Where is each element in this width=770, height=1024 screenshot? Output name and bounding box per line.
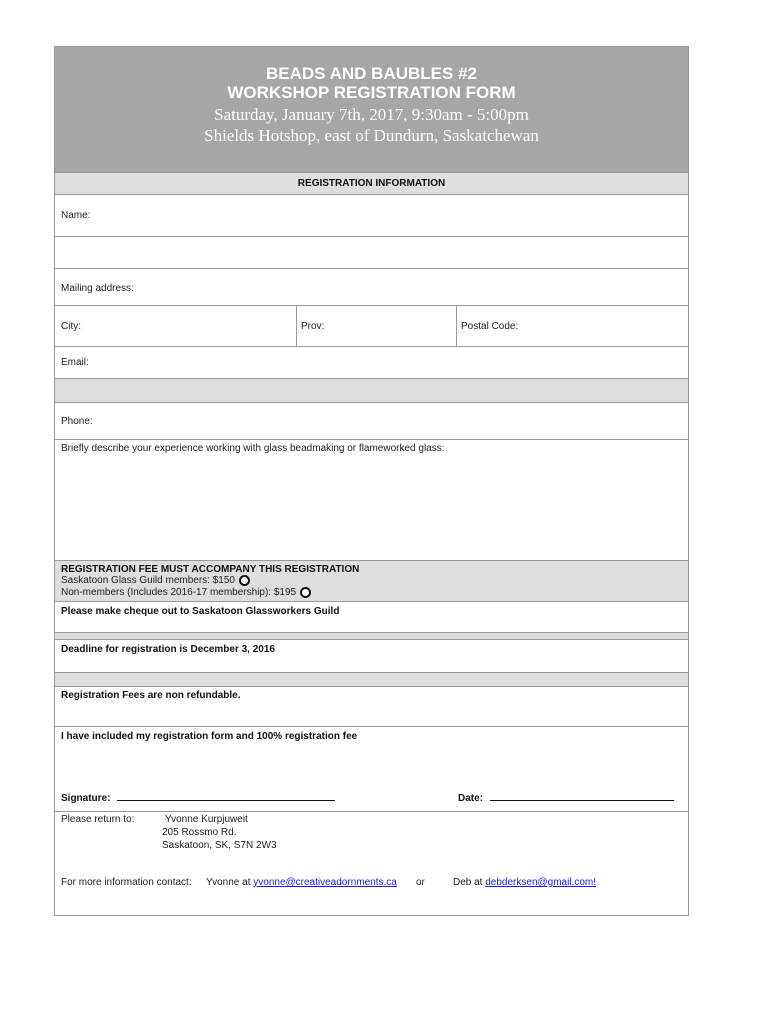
fee-section — [55, 560, 688, 601]
section-header — [55, 172, 688, 194]
email-label: Email: — [61, 357, 89, 368]
return-street: 205 Rossmo Rd. — [162, 827, 237, 838]
signature-field[interactable] — [61, 793, 335, 804]
return-label: Please return to: — [61, 814, 135, 825]
yvonne-email-link[interactable]: yvonne@creativeadornments.ca — [253, 877, 397, 888]
deadline-row — [55, 639, 688, 672]
mailing-address-label: Mailing address: — [61, 283, 134, 294]
city-label: City: — [61, 321, 81, 332]
deb-prefix: Deb at — [453, 877, 483, 888]
city-prov-postal-row — [55, 305, 688, 346]
date-label: Date: — [458, 793, 484, 804]
spacer-row — [55, 672, 688, 686]
deb-email-link[interactable]: debderksen@gmail.com! — [485, 877, 597, 888]
form-title: WORKSHOP REGISTRATION FORM — [227, 83, 516, 102]
mailing-address-field[interactable] — [55, 268, 688, 305]
date-line[interactable] — [490, 800, 674, 801]
email-field[interactable] — [55, 346, 688, 378]
cheque-row — [55, 601, 688, 632]
non-member-fee-radio[interactable] — [300, 587, 311, 598]
signature-line[interactable] — [117, 800, 335, 801]
cheque-instruction: Please make cheque out to Saskatoon Glassworkers Guild — [61, 606, 340, 617]
phone-field[interactable] — [55, 402, 688, 439]
form-header — [55, 47, 688, 172]
name-label: Name: — [61, 210, 91, 221]
experience-label: Briefly describe your experience working with glass beadmaking or flameworked glass: — [61, 443, 445, 454]
spacer-row — [55, 632, 688, 639]
spacer-row — [55, 378, 688, 402]
postal-code-label: Postal Code: — [461, 321, 519, 332]
contact-or: or — [416, 877, 425, 888]
date-field[interactable] — [458, 793, 674, 804]
member-fee-radio[interactable] — [239, 575, 250, 586]
event-location: Shields Hotshop, east of Dundurn, Saskatchewan — [204, 126, 539, 145]
event-date: Saturday, January 7th, 2017, 9:30am - 5:00pm — [214, 105, 529, 124]
confirmation-text: I have included my registration form and 100% registration fee — [61, 731, 358, 742]
deadline-text: Deadline for registration is December 3, 2016 — [61, 644, 275, 655]
non-member-fee-option — [61, 587, 311, 598]
section-title: REGISTRATION INFORMATION — [297, 178, 446, 189]
return-city: Saskatoon, SK, S7N 2W3 — [162, 840, 277, 851]
non-refundable-text: Registration Fees are non refundable. — [61, 690, 241, 701]
experience-field[interactable] — [55, 439, 688, 560]
fee-heading: REGISTRATION FEE MUST ACCOMPANY THIS REGISTRATION — [61, 564, 360, 575]
divider — [296, 306, 297, 346]
signature-section — [55, 726, 688, 811]
signature-label: Signature: — [61, 793, 111, 804]
name-field[interactable] — [55, 194, 688, 236]
phone-label: Phone: — [61, 416, 93, 427]
contact-deb — [453, 877, 596, 888]
name-extra-line[interactable] — [55, 236, 688, 268]
refund-row — [55, 686, 688, 726]
return-section — [55, 811, 688, 915]
member-fee-option — [61, 575, 250, 586]
non-member-fee-label: Non-members (Includes 2016-17 membership): $195 — [61, 587, 297, 599]
prov-label: Prov: — [301, 321, 325, 332]
contact-yvonne — [206, 877, 397, 888]
member-fee-label: Saskatoon Glass Guild members: $150 — [61, 575, 235, 587]
registration-form — [54, 46, 689, 916]
divider — [456, 306, 457, 346]
yvonne-prefix: Yvonne at — [206, 877, 251, 888]
event-title: BEADS AND BAUBLES #2 — [266, 64, 477, 83]
contact-label: For more information contact: — [61, 877, 192, 888]
return-name: Yvonne Kurpjuweit — [165, 814, 248, 825]
